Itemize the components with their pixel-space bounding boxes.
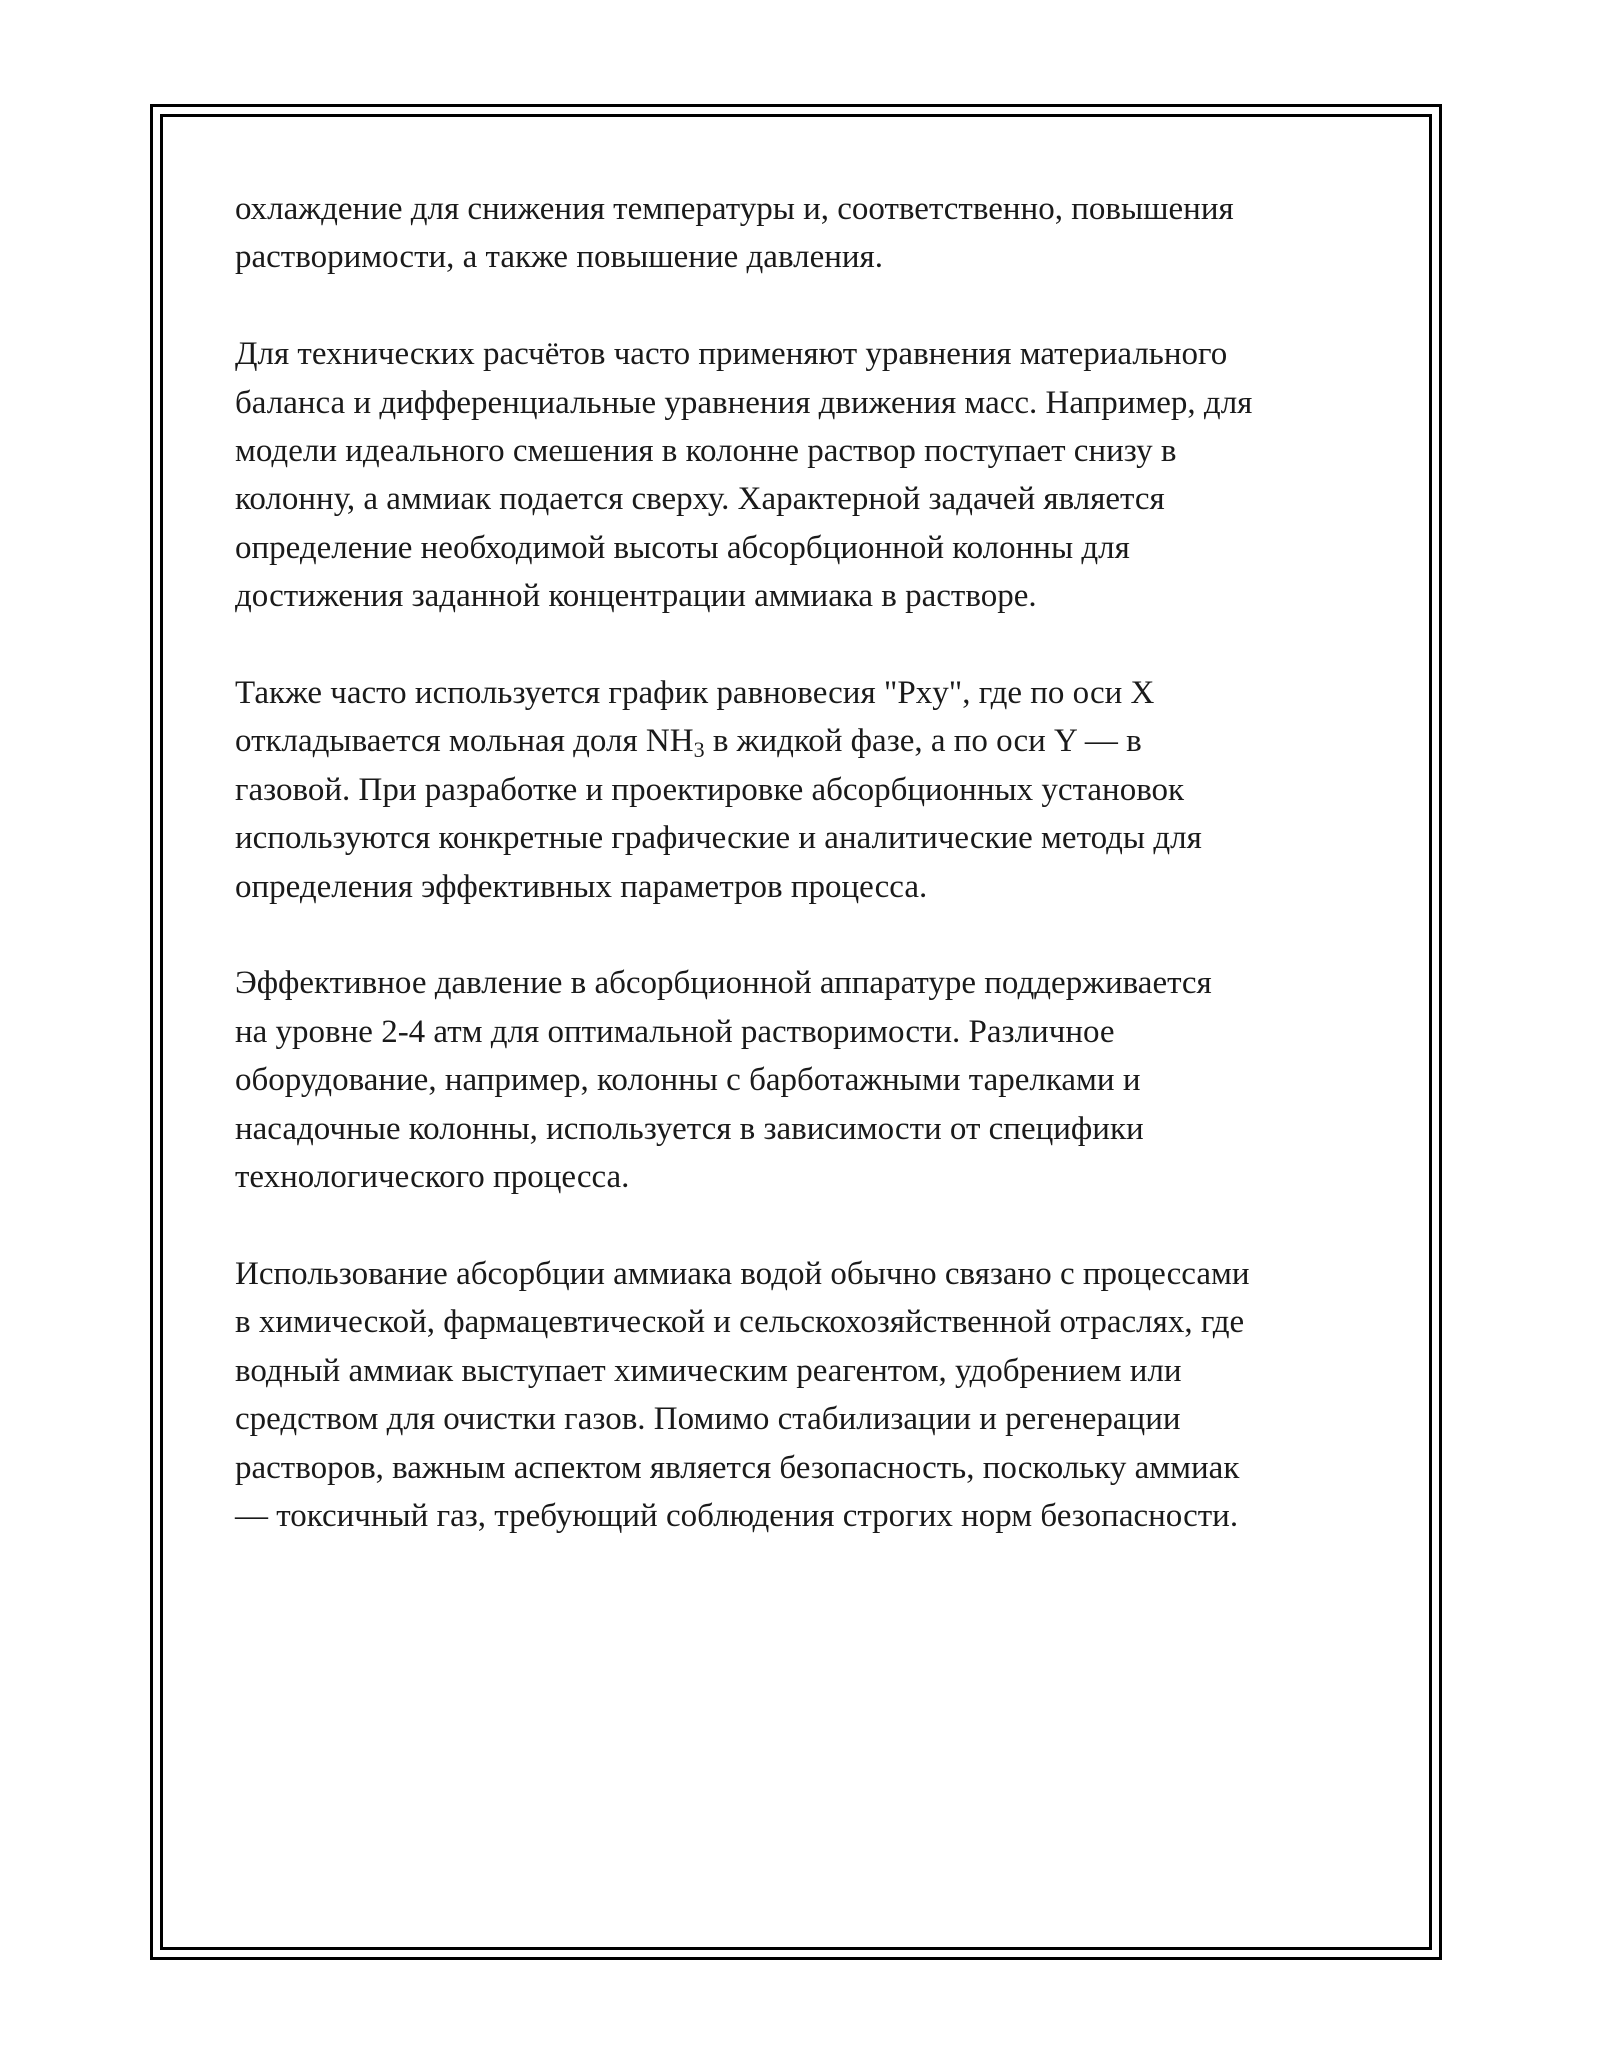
- text-line: технологического процесса.: [235, 1159, 630, 1196]
- subscript: 3: [693, 737, 705, 763]
- text-line: насадочные колонны, используется в зависимости от специфики: [235, 1110, 1144, 1147]
- document-body: [235, 185, 1375, 1589]
- text-line: Также часто используется график равновесия "Pxy", где по оси X: [235, 675, 1155, 712]
- text-line: растворов, важным аспектом является безопасность, поскольку аммиак: [235, 1449, 1240, 1486]
- text-line: определения эффективных параметров процесса.: [235, 868, 928, 905]
- text-line-with-formula: [235, 717, 1375, 765]
- text-segment: откладывается мольная доля NH: [235, 723, 694, 760]
- text-line: в химической, фармацевтической и сельскохозяйственной отраслях, где: [235, 1304, 1245, 1341]
- text-line: достижения заданной концентрации аммиака в растворе.: [235, 578, 1037, 615]
- text-segment: в жидкой фазе, а по оси Y — в: [704, 723, 1142, 760]
- text-line: баланса и дифференциальные уравнения движения масс. Например, для: [235, 384, 1253, 421]
- text-line: оборудование, например, колонны с барботажными тарелками и: [235, 1062, 1141, 1099]
- text-line: на уровне 2-4 атм для оптимальной растворимости. Различное: [235, 1013, 1115, 1050]
- text-line: модели идеального смешения в колонне раствор поступает снизу в: [235, 433, 1177, 470]
- paragraph-cooling: [235, 185, 1375, 282]
- paragraph-pressure: [235, 959, 1375, 1201]
- paragraph-calculations: [235, 330, 1375, 620]
- text-line: растворимости, а также повышение давления.: [235, 239, 883, 276]
- text-line: средством для очистки газов. Помимо стабилизации и регенерации: [235, 1401, 1181, 1438]
- text-line: используются конкретные графические и аналитические методы для: [235, 820, 1202, 857]
- text-line: Для технических расчётов часто применяют уравнения материального: [235, 336, 1228, 373]
- paragraph-applications: [235, 1250, 1375, 1540]
- text-line: охлаждение для снижения температуры и, соответственно, повышения: [235, 191, 1234, 227]
- paragraph-equilibrium-graph: [235, 669, 1375, 911]
- text-line: определение необходимой высоты абсорбционной колонны для: [235, 529, 1130, 566]
- text-line: Использование абсорбции аммиака водой обычно связано с процессами: [235, 1255, 1250, 1292]
- text-line: колонну, а аммиак подается сверху. Характерной задачей является: [235, 481, 1165, 518]
- text-line: Эффективное давление в абсорбционной аппаратуре поддерживается: [235, 965, 1212, 1002]
- text-line: — токсичный газ, требующий соблюдения строгих норм безопасности.: [235, 1497, 1239, 1534]
- text-line: газовой. При разработке и проектировке абсорбционных установок: [235, 771, 1185, 808]
- text-line: водный аммиак выступает химическим реагентом, удобрением или: [235, 1352, 1182, 1389]
